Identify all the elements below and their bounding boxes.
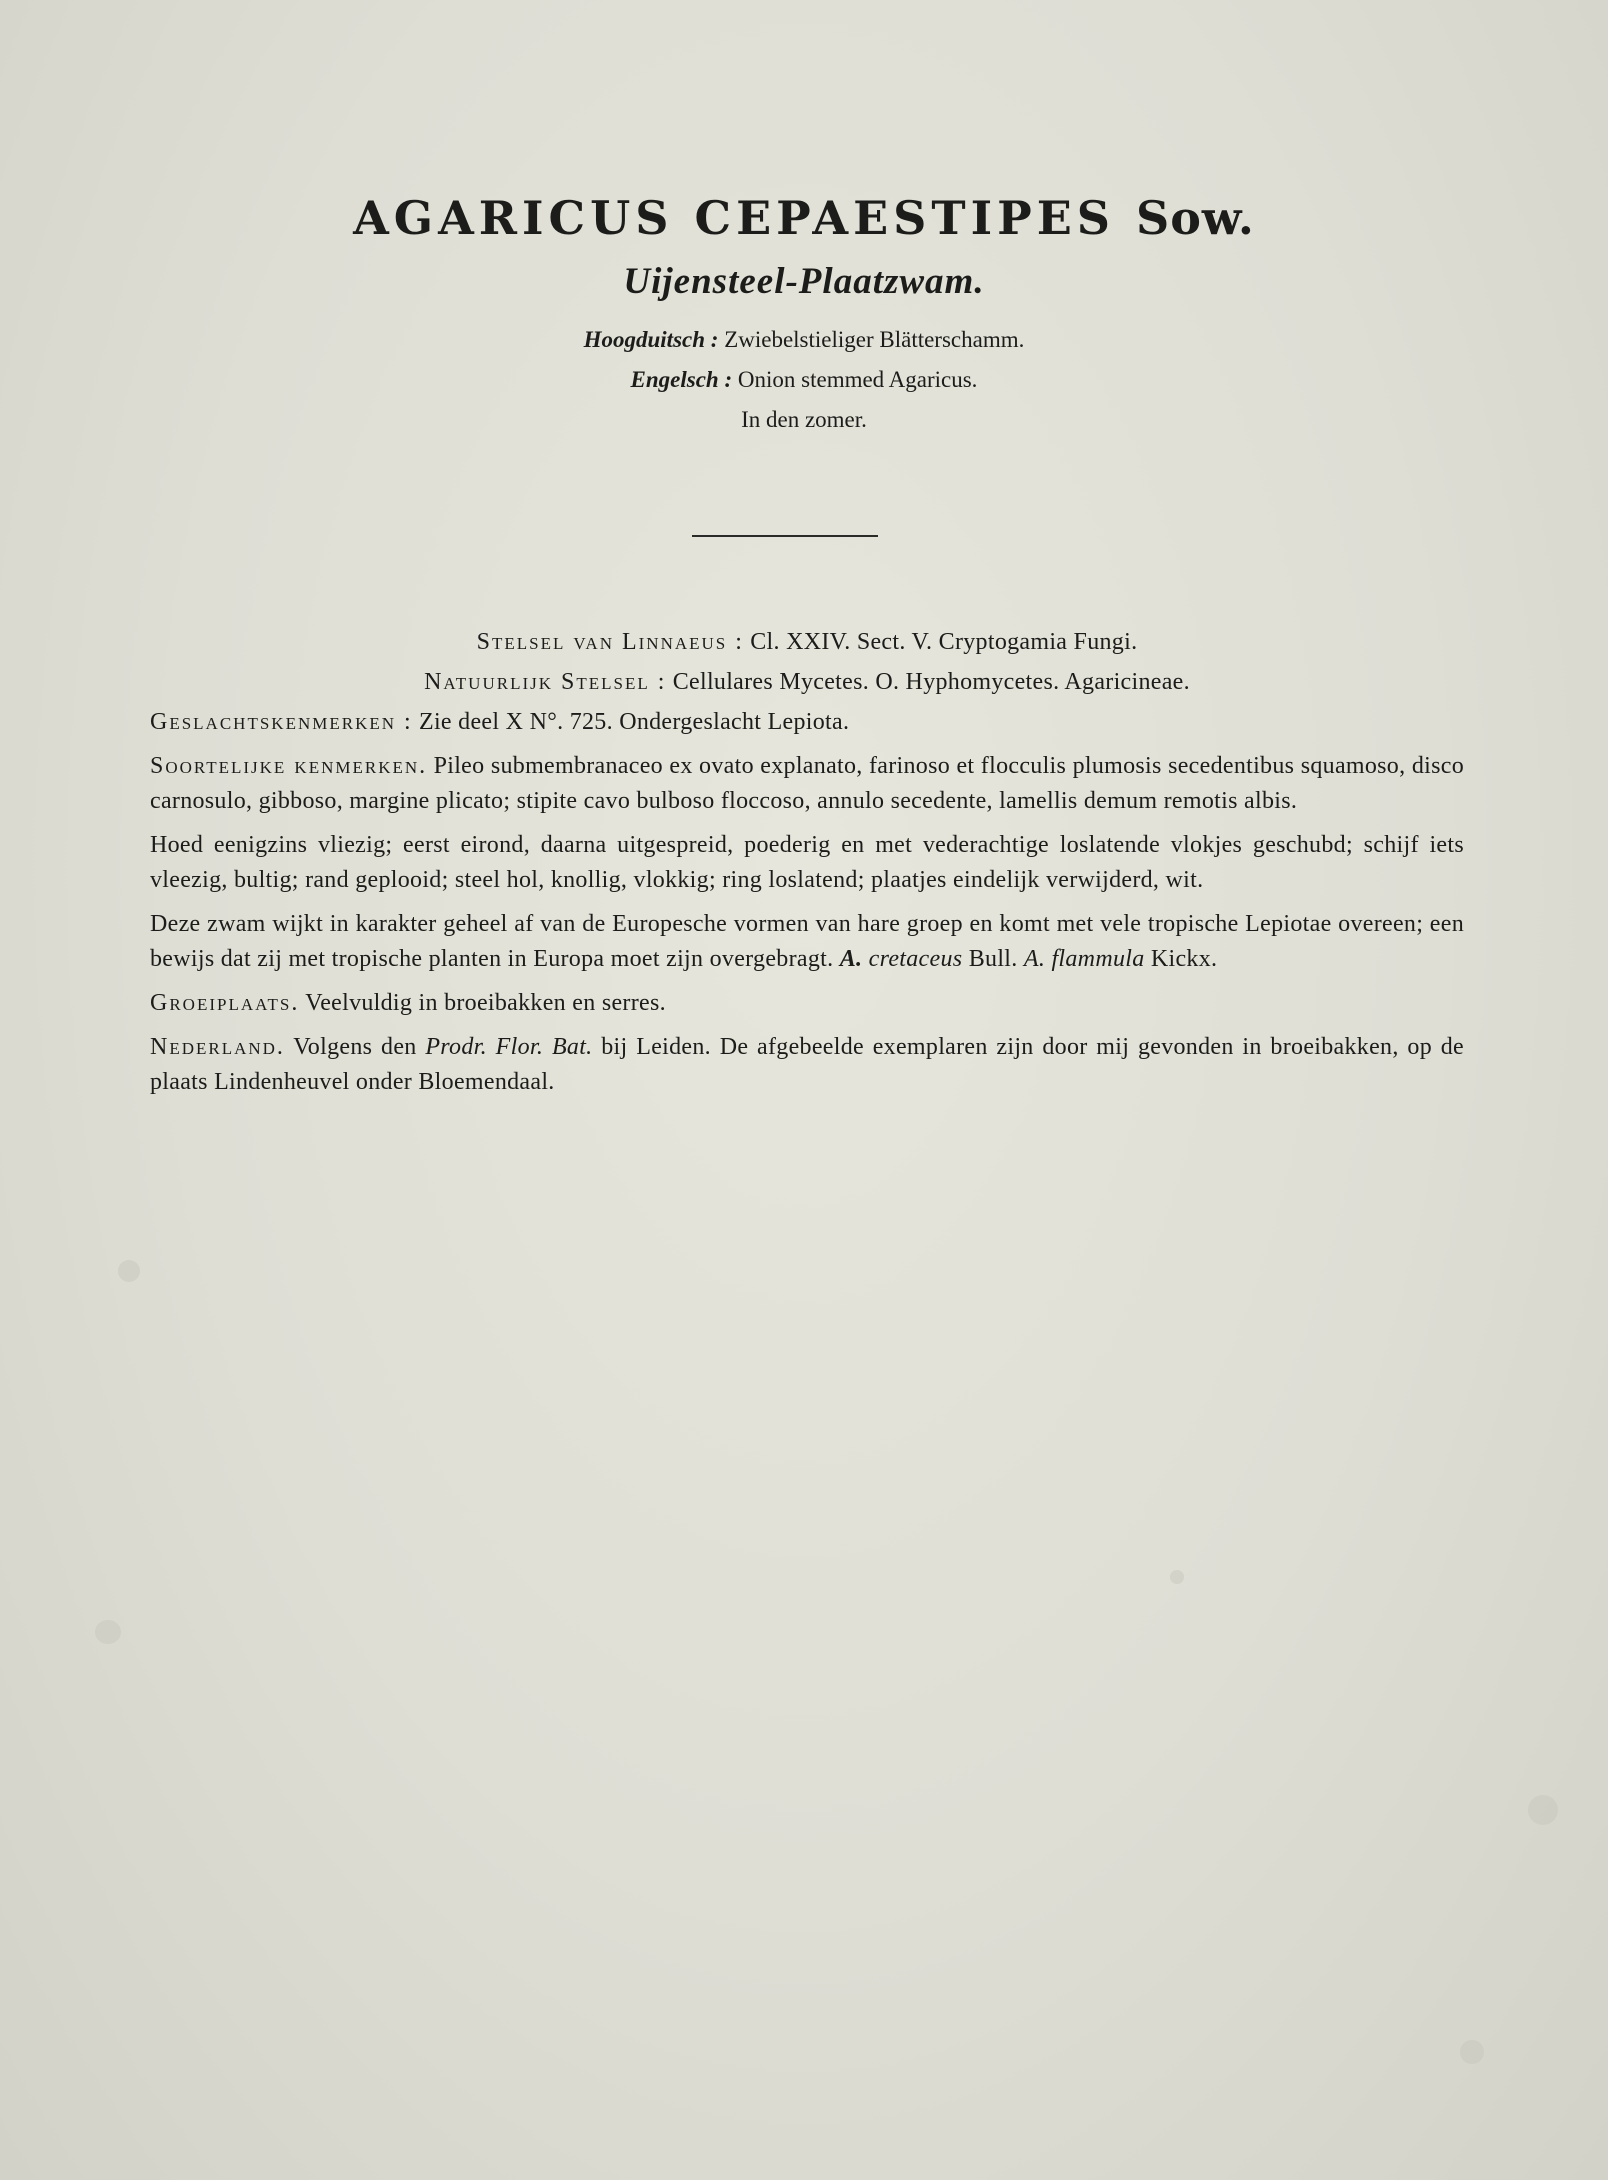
german-label: Hoogduitsch :: [583, 327, 719, 352]
species-label: Soortelijke kenmerken.: [150, 753, 428, 779]
section-divider: [692, 535, 878, 537]
english-label: Engelsch :: [630, 367, 733, 392]
genus-label: Geslachtskenmerken :: [150, 709, 413, 735]
german-name: Zwiebelstieliger Blätterschamm.: [724, 327, 1025, 352]
english-name-line: [0, 360, 1608, 400]
netherlands-text-2: bij Leiden. De afgebeelde exemplaren zijn door mij gevonden in broeibakken, op de plaats Lindenheuvel onder Bloemendaal.: [150, 1034, 1465, 1095]
genus-characters: [150, 705, 1464, 740]
remark-text: Deze zwam wijkt in karakter geheel af van de Europesche vormen van hare groep en komt met vele tropische Lepiotae overeen; een bewijs dat zij met tropische planten in Europa moet zijn overgebragt.: [150, 911, 1464, 972]
paper-spot: [1460, 2040, 1484, 2064]
netherlands-reference: Prodr. Flor. Bat.: [425, 1034, 593, 1060]
synonym-species: cretaceus: [868, 946, 963, 972]
natural-label: Natuurlijk Stelsel :: [424, 669, 667, 695]
paper-spot: [1528, 1795, 1558, 1825]
species-title-author: Sow.: [1136, 191, 1255, 245]
description-body: [150, 625, 1464, 1109]
habitat-paragraph: [150, 986, 1464, 1021]
synonym-2-name: A. flammula: [1023, 946, 1145, 972]
synonym-2-author: Kickx.: [1150, 946, 1218, 972]
paper-spot: [95, 1620, 121, 1644]
paper-spot: [118, 1260, 140, 1282]
english-name: Onion stemmed Agaricus.: [737, 367, 978, 392]
linnaeus-text: Cl. XXIV. Sect. V. Cryptogamia Fungi.: [750, 629, 1138, 655]
season-line: In den zomer.: [741, 407, 867, 432]
netherlands-paragraph: [150, 1030, 1464, 1100]
linnaeus-system: [150, 625, 1464, 660]
species-text: Pileo submembranaceo ex ovato explanato, farinoso et flocculis plumosis secedentibus squamoso, disco carnosulo, gibboso, margine plicato; stipite cavo bulboso floccoso, annulo secedente, lamellis demum remotis albis.: [150, 753, 1464, 814]
habitat-label: Groeiplaats.: [150, 990, 300, 1016]
natural-text: Cellulares Mycetes. O. Hyphomycetes. Agaricineae.: [672, 669, 1190, 695]
species-title-name: AGARICUS CEPAESTIPES: [353, 191, 1115, 245]
dutch-description: Hoed eenigzins vliezig; eerst eirond, daarna uitgespreid, poederig en met vederachtige loslatende vlokjes geschubd; schijf iets vleezig, bultig; rand geplooid; steel hol, knollig, vlokkig; ring loslatend; plaatjes eindelijk verwijderd, wit.: [150, 832, 1464, 893]
natural-system: [150, 665, 1464, 700]
synonym-genus: A.: [839, 946, 863, 972]
german-name-line: [0, 320, 1608, 360]
dutch-common-name: Uijensteel-Plaatzwam.: [623, 261, 985, 302]
paper-spot: [1170, 1570, 1184, 1584]
synonym-author: Bull.: [968, 946, 1018, 972]
species-characters: [150, 749, 1464, 819]
netherlands-label: Nederland.: [150, 1034, 285, 1060]
habitat-text: Veelvuldig in broeibakken en serres.: [305, 990, 666, 1016]
common-names-block: [0, 320, 1608, 440]
genus-text: Zie deel X N°. 725. Ondergeslacht Lepiota.: [418, 709, 850, 735]
remark-paragraph: [150, 907, 1464, 977]
netherlands-text-1: Volgens den: [293, 1034, 417, 1060]
species-title: [0, 188, 1608, 248]
linnaeus-label: Stelsel van Linnaeus :: [476, 629, 744, 655]
